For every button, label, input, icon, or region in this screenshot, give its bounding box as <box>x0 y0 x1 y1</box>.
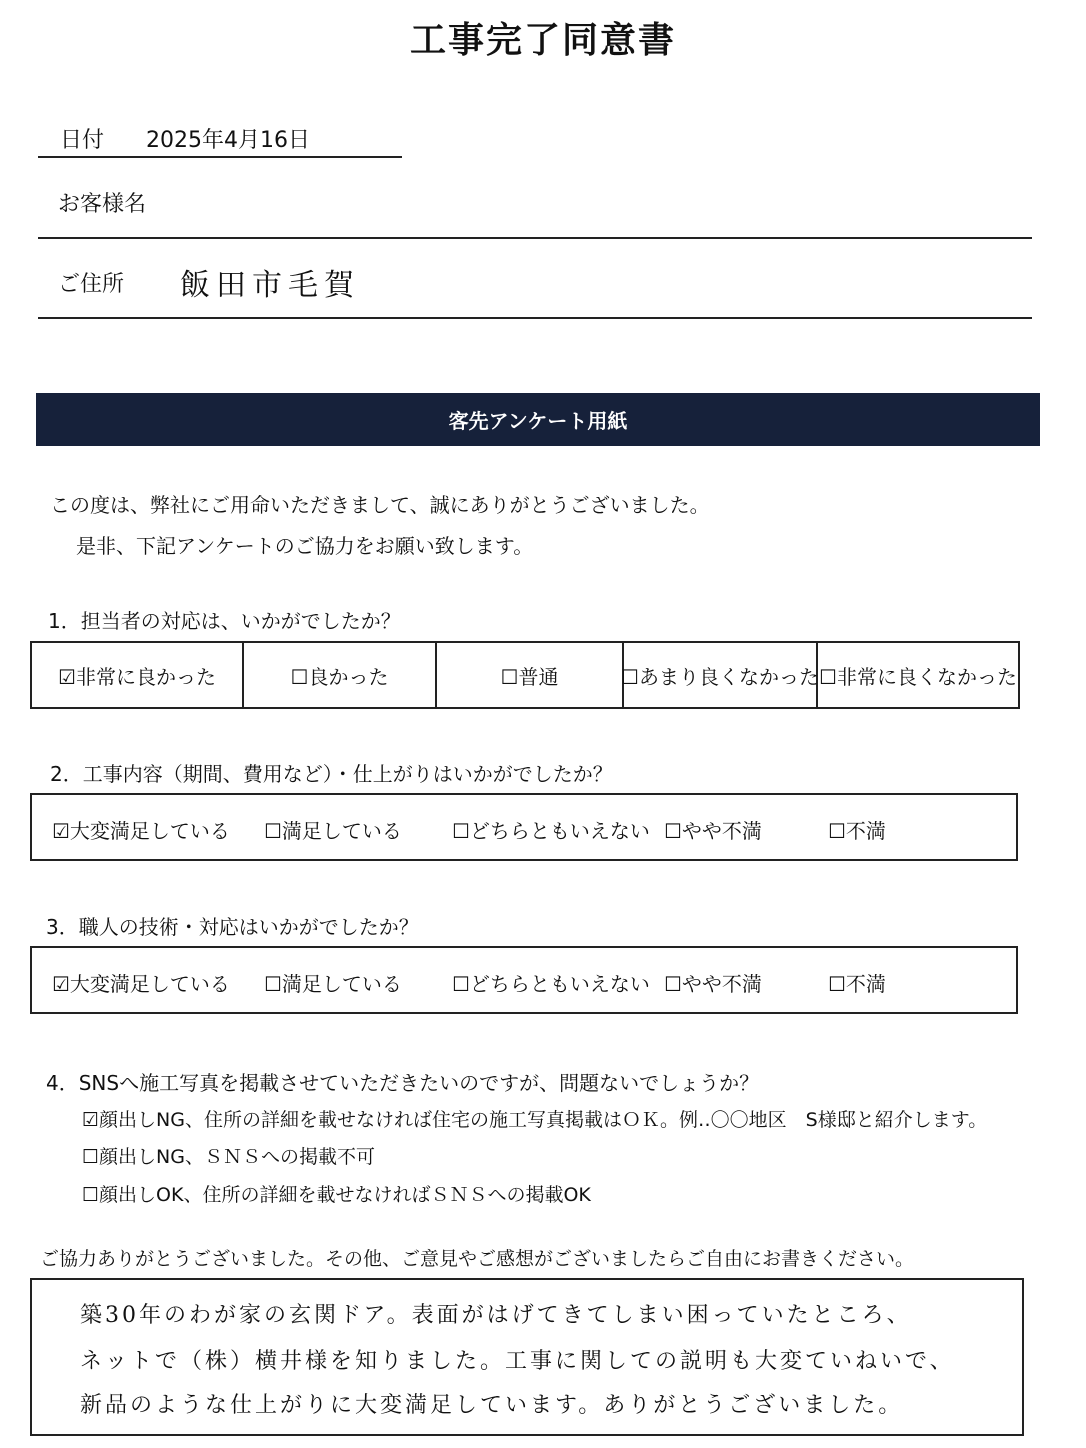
survey-banner: 客先アンケート用紙 <box>36 393 1040 446</box>
document-title: 工事完了同意書 <box>409 20 676 61</box>
q1-option-very-good[interactable]: ☑非常に良かった <box>32 643 244 707</box>
address-underline <box>38 317 1032 319</box>
q3-option-somewhat-dissatisfied[interactable]: ☐やや不満 <box>664 972 762 996</box>
q1-option-very-bad[interactable]: ☐非常に良くなかった <box>819 664 1017 689</box>
q4-option-no-posting[interactable]: ☐顔出しNG、ＳＮＳへの掲載不可 <box>82 1146 375 1168</box>
q2-options-box <box>30 793 1018 861</box>
q4-option-face-ok-posting-ok[interactable]: ☐顔出しOK、住所の詳細を載せなければＳＮＳへの掲載OK <box>82 1184 591 1206</box>
address-label: ご住所 <box>58 272 125 297</box>
intro-line-1: この度は、弊社にご用命いただきまして、誠にありがとうございました。 <box>50 493 710 517</box>
q1-option-not-good[interactable]: ☐あまり良くなかった <box>624 643 818 707</box>
comment-prompt: ご協力ありがとうございました。その他、ご意見やご感想がございましたらご自由にお書きください。 <box>40 1248 915 1270</box>
q3-options-box <box>30 946 1018 1014</box>
q2-option-satisfied[interactable]: ☐満足している <box>264 819 402 843</box>
q4-option-face-ng-photo-ok[interactable]: ☑顔出しNG、住所の詳細を載せなければ住宅の施工写真掲載はＯＫ。例‥〇〇地区 S様邸と紹介します。 <box>82 1109 988 1131</box>
q1-options-grid <box>30 641 1020 709</box>
date-value: 2025年4月16日 <box>146 128 310 153</box>
q3-option-very-satisfied[interactable]: ☑大変満足している <box>52 972 230 996</box>
comment-line-3: 新品のような仕上がりに大変満足しています。ありがとうございました。 <box>80 1393 904 1418</box>
q1-question: 1．担当者の対応は、いかがでしたか？ <box>48 609 401 633</box>
q3-option-satisfied[interactable]: ☐満足している <box>264 972 402 996</box>
intro-line-2: 是非、下記アンケートのご協力をお願い致します。 <box>76 534 534 558</box>
customer-name-label: お客様名 <box>58 192 147 217</box>
q1-option-normal[interactable]: ☐普通 <box>437 643 624 707</box>
date-label: 日付 <box>60 128 105 153</box>
q2-option-very-satisfied[interactable]: ☑大変満足している <box>52 819 230 843</box>
q2-option-neutral[interactable]: ☐どちらともいえない <box>452 819 650 843</box>
date-underline <box>38 156 402 158</box>
q2-option-somewhat-dissatisfied[interactable]: ☐やや不満 <box>664 819 762 843</box>
address-value: 飯田市毛賀 <box>180 268 360 303</box>
comment-line-2: ネットで（株）横井様を知りました。工事に関しての説明も大変ていねいで、 <box>80 1349 955 1374</box>
q1-option-good[interactable]: ☐良かった <box>244 643 437 707</box>
q3-option-dissatisfied[interactable]: ☐不満 <box>828 972 886 996</box>
q3-question: 3．職人の技術・対応はいかがでしたか？ <box>46 915 419 939</box>
comment-line-1: 築30年のわが家の玄関ドア。表面がはげてきてしまい困っていたところ、 <box>80 1303 912 1328</box>
customer-name-underline <box>38 237 1032 239</box>
q3-option-neutral[interactable]: ☐どちらともいえない <box>452 972 650 996</box>
comment-box[interactable] <box>30 1278 1024 1436</box>
q2-question: 2．工事内容（期間、費用など）・仕上がりはいかがでしたか？ <box>50 762 613 786</box>
q2-option-dissatisfied[interactable]: ☐不満 <box>828 819 886 843</box>
q4-question: 4．SNSへ施工写真を掲載させていただきたいのですが、問題ないでしょうか？ <box>46 1071 760 1095</box>
